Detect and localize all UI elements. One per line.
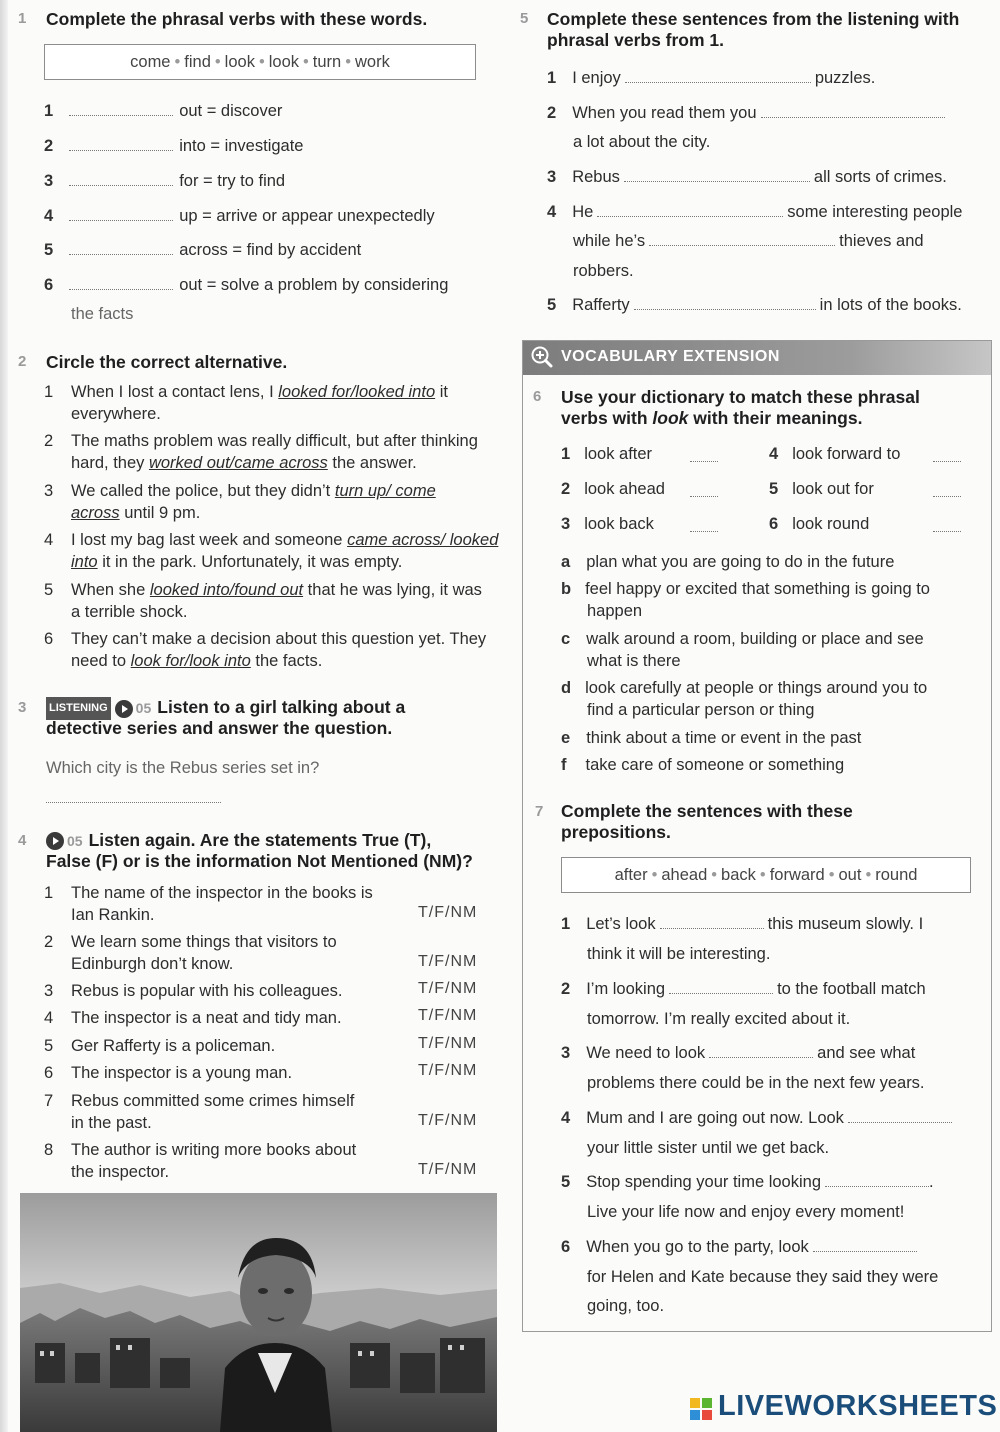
- ex2-item-number: 2: [44, 432, 54, 450]
- ex6-meaning-f: f take care of someone or something: [561, 756, 845, 774]
- answer-blank[interactable]: [69, 240, 173, 255]
- ex3-title-line-1: LISTENING 05 Listen to a girl talking about a: [46, 697, 405, 720]
- answer-blank[interactable]: [649, 231, 835, 246]
- ex5-item-2: 2 When you read them you: [547, 102, 945, 124]
- word-turn: turn: [312, 53, 342, 71]
- ex2-item-number: 6: [44, 630, 54, 648]
- answer-blank[interactable]: [660, 914, 764, 929]
- answer-blank[interactable]: [669, 979, 773, 994]
- word-ahead: ahead: [661, 866, 708, 884]
- ex6-verb-4: 4 look forward to: [769, 445, 901, 463]
- alternative-choice[interactable]: looked for/looked into: [278, 383, 436, 401]
- ex2-title: Circle the correct alternative.: [46, 352, 288, 372]
- tfn-choice[interactable]: T/F/NM: [418, 904, 478, 921]
- ex7-item-1-cont: think it will be interesting.: [587, 945, 771, 963]
- match-blank[interactable]: [933, 482, 961, 497]
- match-blank[interactable]: [690, 482, 718, 497]
- magnifier-plus-icon: [531, 346, 553, 368]
- answer-blank[interactable]: [624, 167, 810, 182]
- ex6-title-line-1: Use your dictionary to match these phrasal: [561, 387, 920, 407]
- word-find: find: [184, 53, 211, 71]
- alternative-choice[interactable]: look for/look into: [130, 652, 251, 670]
- ex7-title-line-2: prepositions.: [561, 822, 671, 842]
- answer-blank[interactable]: [69, 101, 173, 116]
- ex7-item-4-cont: your little sister until we get back.: [587, 1139, 830, 1157]
- ex7-item-6-cont-2: going, too.: [587, 1297, 665, 1315]
- tfn-choice[interactable]: T/F/NM: [418, 1161, 478, 1178]
- ex1-item-3: 3 for = try to find: [44, 172, 286, 190]
- answer-blank[interactable]: [825, 1172, 929, 1187]
- ex6-meaning-c: c walk around a room, building or place and see: [561, 630, 924, 648]
- listening-badge: LISTENING: [46, 697, 111, 720]
- ex4-item-6: The inspector is a young man.: [71, 1064, 293, 1082]
- word-back: back: [721, 866, 756, 884]
- ex6-meaning-c-cont: what is there: [587, 652, 681, 670]
- ex5-item-4: 4 He some interesting people: [547, 203, 963, 221]
- ex4-item-7-cont: in the past.: [71, 1114, 152, 1132]
- audio-play-icon[interactable]: [115, 700, 133, 718]
- ex5-item-4-cont: while he’s thieves and: [573, 232, 924, 250]
- ex6-number: 6: [533, 388, 542, 405]
- ex4-item-5: Ger Rafferty is a policeman.: [71, 1037, 276, 1055]
- ex1-item-2: 2 into = investigate: [44, 137, 304, 155]
- logo-square: [690, 1410, 700, 1420]
- alternative-choice[interactable]: turn up/ come across: [71, 482, 436, 522]
- ex2-item-number: 5: [44, 581, 54, 599]
- ex5-title-line-2: phrasal verbs from 1.: [547, 30, 725, 50]
- ex4-title-line-2: False (F) or is the information Not Mentioned (NM)?: [46, 851, 473, 871]
- ex5-item-2-cont: a lot about the city.: [573, 133, 711, 151]
- tfn-choice[interactable]: T/F/NM: [418, 980, 478, 997]
- ex4-item-number: 3: [44, 982, 54, 1000]
- answer-blank[interactable]: [634, 295, 816, 310]
- ex4-item-4: The inspector is a neat and tidy man.: [71, 1009, 342, 1027]
- ex4-item-number: 7: [44, 1092, 54, 1110]
- ex6-verb-3: 3 look back: [561, 515, 654, 533]
- ex1-item-6-cont: the facts: [71, 305, 134, 323]
- logo-square: [690, 1398, 700, 1408]
- ex4-item-number: 1: [44, 884, 54, 902]
- ex6-verb-6: 6 look round: [769, 515, 870, 533]
- ex7-item-3: 3 We need to look and see what: [561, 1044, 916, 1062]
- vocabulary-extension-box: [522, 340, 992, 1332]
- answer-blank[interactable]: [69, 171, 173, 186]
- logo-square: [702, 1398, 712, 1408]
- ex7-item-6: 6 When you go to the party, look: [561, 1236, 917, 1258]
- ex4-item-7: Rebus committed some crimes himself: [71, 1092, 355, 1110]
- tfn-choice[interactable]: T/F/NM: [418, 953, 478, 970]
- logo-text: LIVEWORKSHEETS: [718, 1390, 998, 1422]
- ex2-number: 2: [18, 353, 27, 370]
- word-after: after: [614, 866, 648, 884]
- answer-blank[interactable]: [625, 68, 811, 83]
- ex7-item-1: 1 Let’s look this museum slowly. I: [561, 915, 924, 933]
- answer-blank[interactable]: [69, 136, 173, 151]
- inspector-photo: [20, 1193, 497, 1432]
- track-number: 05: [135, 700, 152, 717]
- page-edge-shadow: [0, 0, 8, 1432]
- ex4-item-1: The name of the inspector in the books is: [71, 884, 373, 902]
- match-blank[interactable]: [690, 517, 718, 532]
- ex1-item-5: 5 across = find by accident: [44, 241, 362, 259]
- tfn-choice[interactable]: T/F/NM: [418, 1112, 478, 1129]
- ex1-item-1: 1 out = discover: [44, 102, 283, 120]
- ex7-item-2: 2 I’m looking to the football match: [561, 980, 926, 998]
- ex4-item-number: 6: [44, 1064, 54, 1082]
- ex1-word-box: come • find • look • look • turn • work: [44, 44, 476, 80]
- ex7-item-4: 4 Mum and I are going out now. Look: [561, 1107, 952, 1129]
- ex7-item-6-cont: for Helen and Kate because they said they were: [587, 1268, 939, 1286]
- word-work: work: [355, 53, 390, 71]
- ex1-item-6: 6 out = solve a problem by considering: [44, 276, 449, 294]
- ex5-item-5: 5 Rafferty in lots of the books.: [547, 296, 962, 314]
- ex3-question: Which city is the Rebus series set in?: [46, 759, 320, 777]
- ex7-item-3-cont: problems there could be in the next few years.: [587, 1074, 925, 1092]
- ex4-item-2: We learn some things that visitors to: [71, 933, 337, 951]
- vocabulary-extension-header: [523, 341, 991, 375]
- ex2-item-4: I lost my bag last week and someone came across/ looked into it in the park. Unfortunately, it was empty.: [71, 531, 499, 571]
- edinburgh-skyline-image: [20, 1193, 497, 1432]
- ex6-meaning-d-cont: find a particular person or thing: [587, 701, 815, 719]
- ex4-item-number: 4: [44, 1009, 54, 1027]
- ex4-item-number: 2: [44, 933, 54, 951]
- answer-blank[interactable]: [848, 1108, 952, 1123]
- ex7-number: 7: [535, 803, 544, 820]
- ex6-meaning-b-cont: happen: [587, 602, 643, 620]
- word-come: come: [130, 53, 171, 71]
- ex6-meaning-b: b feel happy or excited that something is going to: [561, 580, 930, 598]
- track-number: 05: [67, 833, 83, 849]
- ex2-item-3: We called the police, but they didn’t turn up/ come across until 9 pm.: [71, 482, 436, 522]
- ex6-meaning-d: d look carefully at people or things around you to: [561, 679, 928, 697]
- ex5-item-4-cont-2: robbers.: [573, 262, 634, 280]
- match-blank[interactable]: [690, 447, 718, 462]
- ex1-item-4: 4 up = arrive or appear unexpectedly: [44, 207, 435, 225]
- ex5-item-3: 3 Rebus all sorts of crimes.: [547, 168, 947, 186]
- tfn-choice[interactable]: T/F/NM: [418, 1007, 478, 1024]
- ex6-verb-5: 5 look out for: [769, 480, 874, 498]
- ex7-item-2-cont: tomorrow. I’m really excited about it.: [587, 1010, 851, 1028]
- ex2-item-number: 3: [44, 482, 54, 500]
- ex5-title-line-1: Complete these sentences from the listening with: [547, 9, 960, 29]
- word-forward: forward: [769, 866, 825, 884]
- alternative-choice[interactable]: came across/ looked into: [71, 531, 499, 571]
- ex4-item-8: The author is writing more books about: [71, 1141, 357, 1159]
- answer-blank[interactable]: [69, 275, 173, 290]
- answer-blank[interactable]: [69, 206, 173, 221]
- answer-blank[interactable]: [709, 1043, 813, 1058]
- tfn-choice[interactable]: T/F/NM: [418, 1035, 478, 1052]
- ex5-item-1: 1 I enjoy puzzles.: [547, 69, 876, 87]
- answer-blank[interactable]: [813, 1237, 917, 1252]
- alternative-choice[interactable]: looked into/found out: [149, 581, 304, 599]
- word-look: look: [224, 53, 255, 71]
- ex7-word-box: after • ahead • back • forward • out • round: [561, 857, 971, 893]
- match-blank[interactable]: [933, 517, 961, 532]
- ex3-title-line-2: detective series and answer the question.: [46, 718, 393, 738]
- ex3-number: 3: [18, 699, 27, 716]
- audio-play-icon[interactable]: [46, 832, 64, 850]
- answer-blank[interactable]: [597, 202, 783, 217]
- word-look-2: look: [268, 53, 300, 71]
- logo-square: [702, 1410, 712, 1420]
- ex3-answer-blank[interactable]: [46, 788, 221, 803]
- ex4-title-line-1: 05 Listen again. Are the statements True (T),: [46, 830, 431, 852]
- ex2-item-5: When she looked into/found out that he was lying, it was a terrible shock.: [71, 581, 482, 621]
- ex1-number: 1: [18, 10, 27, 27]
- ex6-meaning-e: e think about a time or event in the past: [561, 729, 862, 747]
- ex2-item-2: The maths problem was really difficult, but after thinking hard, they worked out/came across the answer.: [71, 432, 478, 472]
- ex4-item-number: 5: [44, 1037, 54, 1055]
- ex4-item-8-cont: the inspector.: [71, 1163, 170, 1181]
- vocabulary-extension-title: VOCABULARY EXTENSION: [561, 348, 780, 365]
- ex4-number: 4: [18, 832, 27, 849]
- answer-blank[interactable]: [761, 103, 945, 118]
- tfn-choice[interactable]: T/F/NM: [418, 1062, 478, 1079]
- ex6-meaning-a: a plan what you are going to do in the future: [561, 553, 895, 571]
- ex7-title-line-1: Complete the sentences with these: [561, 801, 853, 821]
- ex2-item-6: They can’t make a decision about this question yet. They need to look for/look into the facts.: [71, 630, 487, 670]
- ex7-item-5: 5 Stop spending your time looking .: [561, 1173, 934, 1191]
- ex1-title: Complete the phrasal verbs with these words.: [46, 9, 428, 29]
- ex6-verb-2: 2 look ahead: [561, 480, 665, 498]
- match-blank[interactable]: [933, 447, 961, 462]
- ex4-item-2-cont: Edinburgh don’t know.: [71, 955, 234, 973]
- ex6-verb-1: 1 look after: [561, 445, 653, 463]
- ex4-item-1-cont: Ian Rankin.: [71, 906, 155, 924]
- ex5-number: 5: [520, 10, 529, 27]
- ex7-item-5-cont: Live your life now and enjoy every moment!: [587, 1203, 905, 1221]
- ex4-item-3: Rebus is popular with his colleagues.: [71, 982, 343, 1000]
- word-round: round: [875, 866, 918, 884]
- alternative-choice[interactable]: worked out/came across: [148, 454, 328, 472]
- ex6-title-line-2: verbs with look with their meanings.: [561, 408, 863, 428]
- ex4-item-number: 8: [44, 1141, 54, 1159]
- ex2-item-1: When I lost a contact lens, I looked for/looked into it everywhere.: [71, 383, 448, 423]
- ex2-item-number: 4: [44, 531, 54, 549]
- ex2-item-number: 1: [44, 383, 54, 401]
- word-out: out: [838, 866, 862, 884]
